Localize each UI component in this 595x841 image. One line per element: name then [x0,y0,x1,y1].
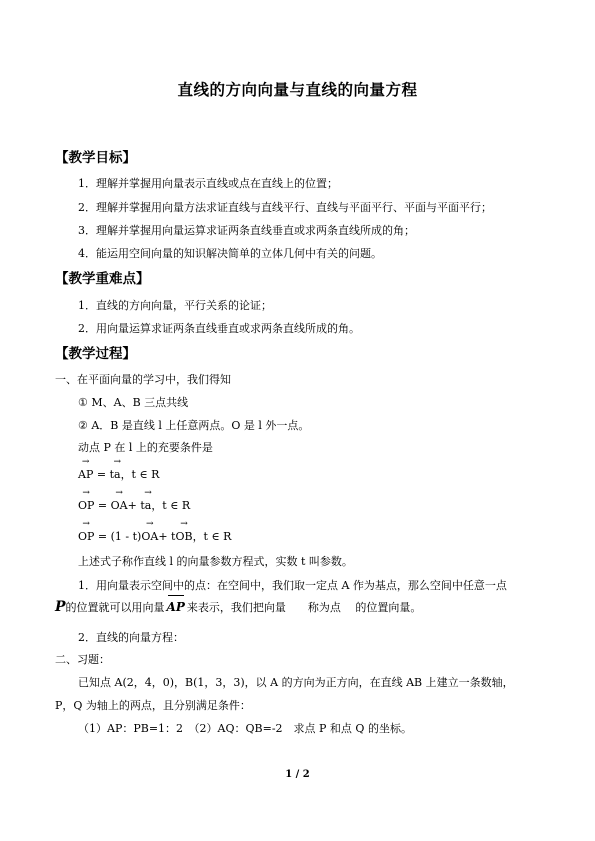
param-note: 上述式子称作直线 l 的向量参数方程式，实数 t 叫参数。 [78,555,353,568]
equation-2: → OP = → OA+ t→ a，t ∈ R [78,497,190,513]
exercise-line-1: 已知点 A(2，4，0)，B(1，3，3)，以 A 的方向为正方向，在直线 AB 上建立一条数轴， [78,676,514,689]
equation-1: → AP = t→ a，t ∈ R [78,466,159,482]
point-1-line-1: 1．用向量表示空间中的点：在空间中，我们取一定点 A 作为基点，那么空间中任意一点 [78,579,507,592]
point-2: 2．直线的向量方程： [78,631,184,644]
vector-oa: → OA [111,499,128,512]
circle-item-1: ① M、A、B 三点共线 [78,396,189,409]
page-title: 直线的方向向量与直线的向量方程 [177,81,418,99]
exercise-heading: 二、习题： [55,653,110,666]
equation-3: → OP = (1 - t)→ OA+ t→ OB，t ∈ R [78,528,231,544]
keypoints-heading: 【教学重难点】 [55,271,150,287]
keypoint-item-2: 2．用向量运算求证两条直线垂直或求两条直线所成的角。 [78,322,360,335]
exercise-line-2: P，Q 为轴上的两点，且分别满足条件： [55,699,251,712]
vector-op: → OP [78,530,94,543]
process-heading: 【教学过程】 [55,346,136,362]
circle-item-2: ② A．B 是直线 l 上任意两点。O 是 l 外一点。 [78,419,310,432]
vector-ap: → AP [78,468,93,481]
goal-item-4: 4．能运用空间向量的知识解决简单的立体几何中有关的问题。 [78,247,382,260]
goals-heading: 【教学目标】 [55,150,136,166]
condition-text: 动点 P 在 l 上的充要条件是 [78,441,213,454]
vector-op: → OP [78,499,94,512]
point-1-line-2: P的位置就可以用向量 AP 来表示，我们把向量 称为点 的位置向量。 [55,599,422,615]
process-intro: 一、在平面向量的学习中，我们得知 [55,373,231,386]
vector-oa: → OA [141,530,158,543]
exercise-line-3: （1）AP：PB=1：2 （2）AQ：QB=-2 求点 P 和点 Q 的坐标。 [78,722,412,735]
vector-a: → a [145,499,152,512]
goal-item-2: 2．理解并掌握用向量方法求证直线与直线平行、直线与平面平行、平面与平面平行； [78,201,492,214]
goal-item-3: 3．理解并掌握用向量运算求证两条直线垂直或求两条直线所成的角； [78,224,415,237]
goal-item-1: 1．理解并掌握用向量表示直线或点在直线上的位置； [78,177,338,190]
keypoint-item-1: 1．直线的方向向量，平行关系的论证； [78,299,272,312]
point-p-symbol: P [55,599,66,615]
vector-ap-symbol: AP [166,600,185,614]
vector-ob: → OB [175,530,192,543]
page-number: 1 / 2 [285,769,310,780]
vector-a: → a [114,468,121,481]
